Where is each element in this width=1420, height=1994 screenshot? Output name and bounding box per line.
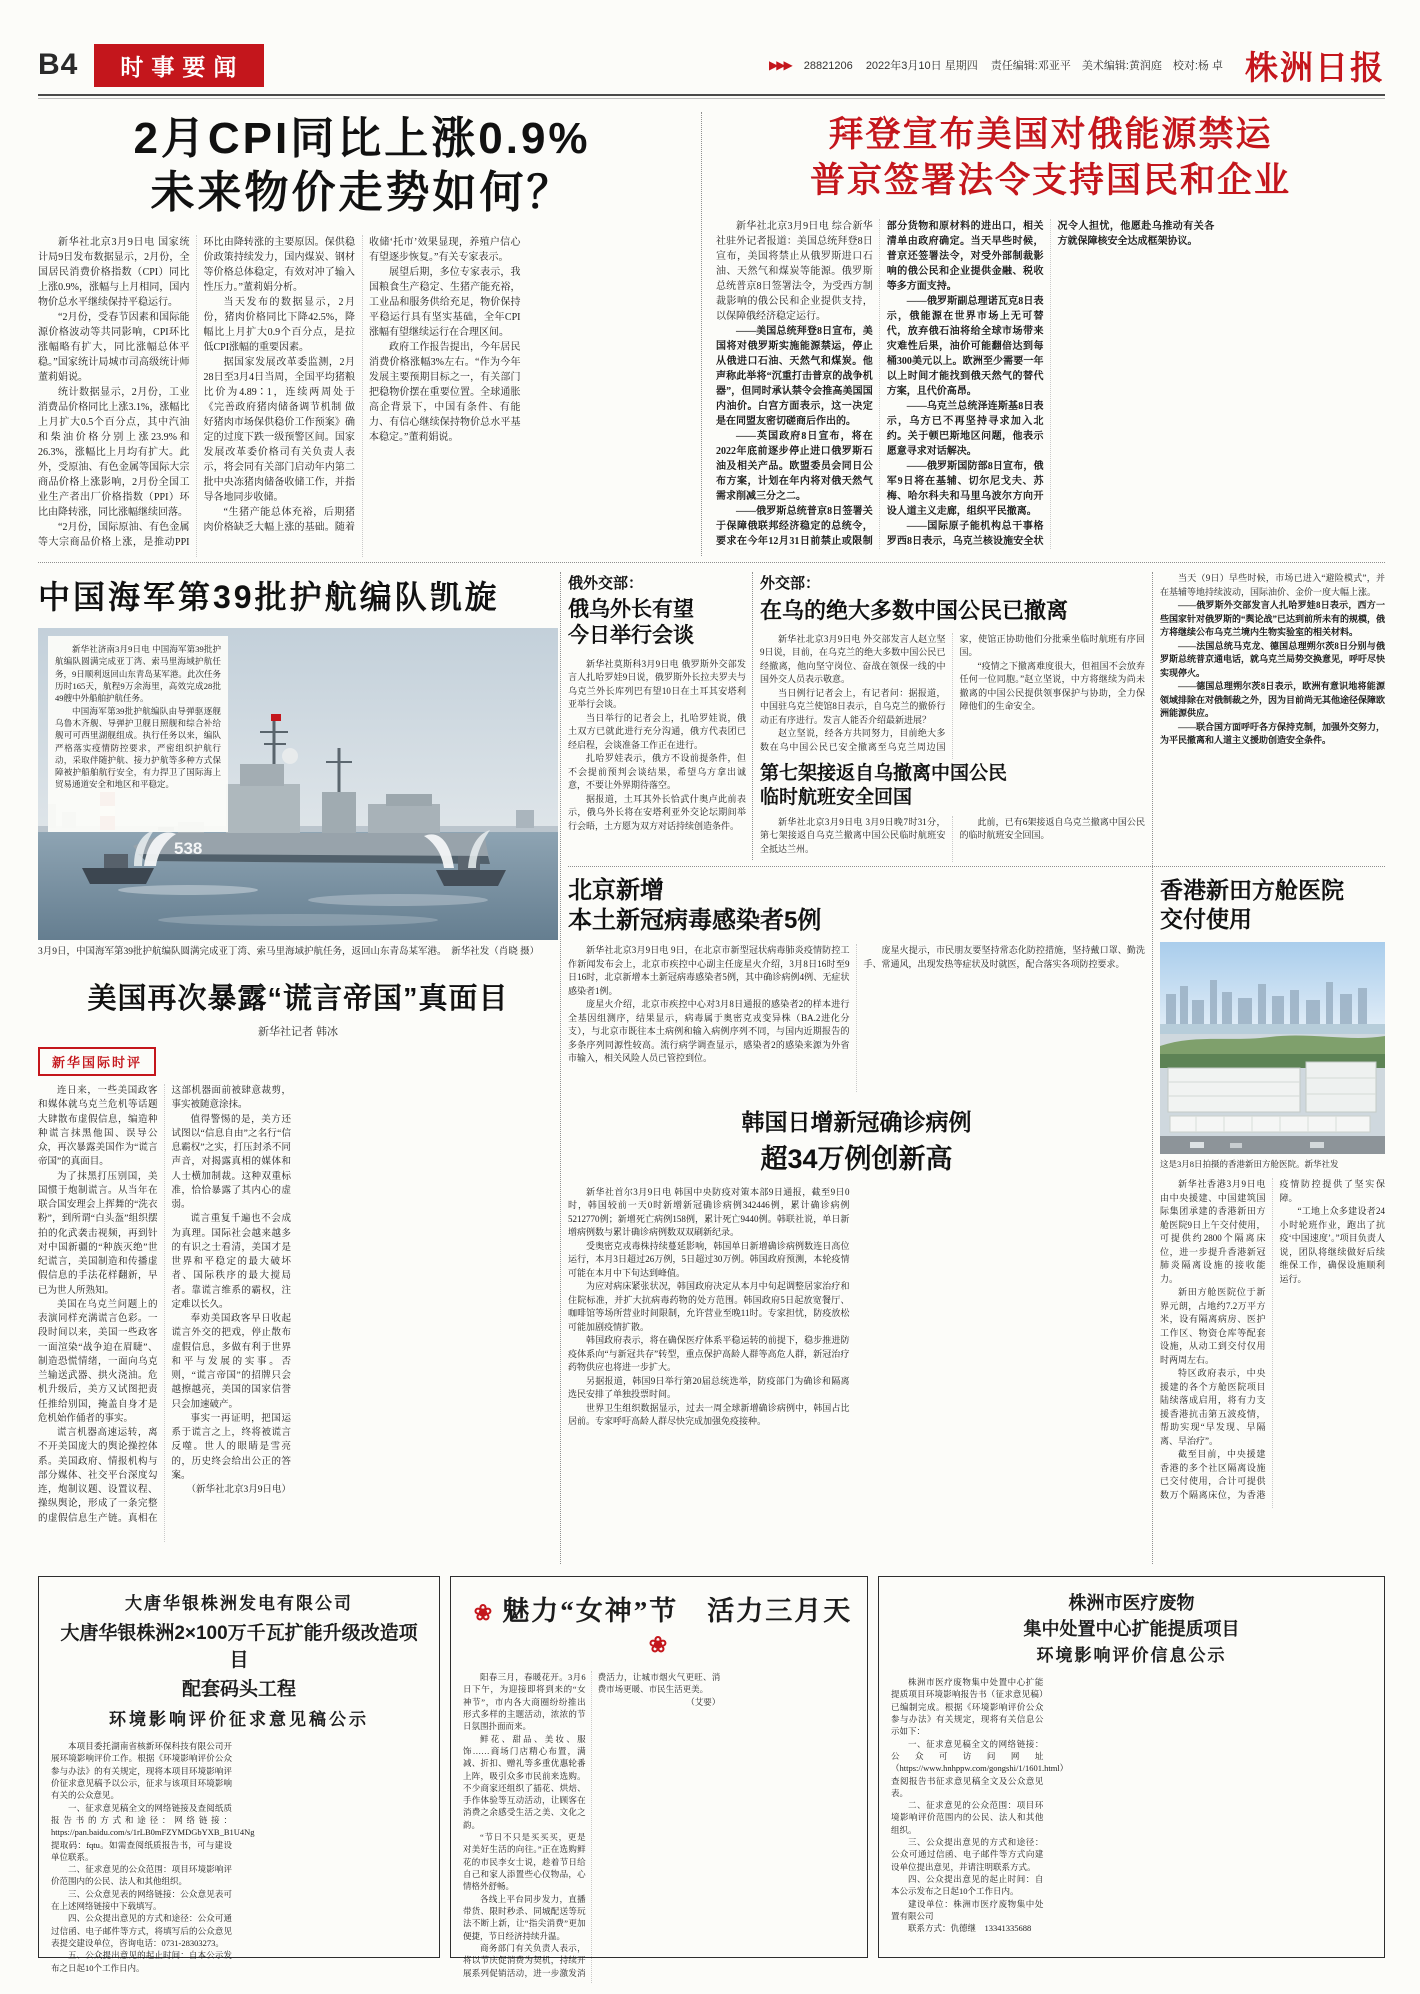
article-biden-continued [1160,572,1385,858]
biden-headline-2: 普京签署法令支持国民和企业 [809,160,1291,200]
flight-headline-2: 临时航班安全回国 [760,786,913,808]
cpi-body: 新华社北京3月9日电 国家统计局9日发布数据显示，2月份，全国居民消费价格指数（CPI）同比上涨0.9%，涨幅与上月相同，国内物价总水平继续保持平稳运行。 “2月份，受春节因素和国际能源价格波动等共同影响，CPI环比涨幅略有扩大，同比涨幅总体平稳。”国家统计局城市司高级统计师董莉娟说。 统计数据显示，2月份，工业消费品价格同比上涨3.1%，涨幅比上月扩大0.5个百分点，其中汽油和柴油价格分别上涨23.9%和26.3%，涨幅比上月均有扩大。此外，受原油、有色金属等国际大宗商品价格上涨影响，2月份全国工业生产者出厂价格指数（PPI）环比由降转涨，同比涨幅继续回落。 “2月份，国际原油、有色金属等大宗商品价格上涨，是推动PPI环比由降转涨的主要原因。保供稳价政策持续发力，国内煤炭、钢材等价格总体稳定，有效对冲了输入性压力。”董莉娟分析。 当天发布的数据显示，2月份，猪肉价格同比下降42.5%，降幅比上月扩大0.9个百分点，是拉低CPI涨幅的重要因素。 据国家发展改革委监测，2月28日至3月4日当周，全国平均猪粮比价为4.89∶1，连续两周处于《完善政府猪肉储备调节机制 做好猪肉市场保供稳价工作预案》确定的过度下跌一级预警区间。国家发展改革委价格司有关负责人表示，将会同有关部门启动年内第二批中央冻猪肉储备收储工作，并指导各地同步收储。 “生猪产能总体充裕，后期猪肉价格缺乏大幅上涨的基础。随着收储‘托市’效果显现，养殖户信心有望逐步恢复。”有关专家表示。 展望后期，多位专家表示，我国粮食生产稳定、生猪产能充裕，工业品和服务供给充足，物价保持平稳运行具有坚实基础，全年CPI涨幅有望继续运行在合理区间。 政府工作报告提出，今年居民消费价格涨幅3%左右。“作为今年发展主要预期目标之一，有关部门把稳物价摆在重要位置。全球通胀高企背景下，中国有条件、有能力、有信心继续保持物价总水平基本稳定。”董莉娟说。 [38,237,521,549]
goddess-title-text: 魅力“女神”节 活力三月天 [502,1596,853,1626]
navy-inset-text: 新华社济南3月9日电 中国海军第39批护航编队圆满完成亚丁湾、索马里海域护航任务，9日顺利返回山东青岛某军港。此次任务历时165天，航程9万余海里，高效完成28批49艘中外船舶护航任务。 中国海军第39批护航编队由导弹驱逐舰乌鲁木齐舰、导弹护卫舰日照舰和综合补给舰可可西里湖舰组成。执行任务以来，编队严格落实疫情防控要求，严密组织护航行动，采取伴随护航、接力护航等多种方式保障被护船舶航行安全，有力捍卫了国际海上贸易通道安全和地区和平稳定。 [48,636,228,832]
header-rule [38,94,1385,96]
article-lies [38,976,558,1542]
page-number: B4 [38,48,79,81]
lies-body: 连日来，一些美国政客和媒体就乌克兰危机等话题大肆散布虚假信息，编造种种谎言抹黑他国、误导公众，再次暴露美国作为“谎言帝国”的真面目。 为了抹黑打压别国，美国惯于炮制谎言。从当年在联合国安理会上挥舞的“洗衣粉”，到所谓“白头盔”组织摆拍的化武袭击视频，再到针对中国新疆的“种族灭绝”世纪谎言，美国制造和传播虚假信息的手法花样翻新，早已为世人所熟知。 美国在乌克兰问题上的表演同样充满谎言色彩。一段时间以来，美国一些政客一面渲染“战争迫在眉睫”、制造恐慌情绪，一面向乌克兰输送武器、拱火浇油。危机升级后，美方又试图把责任推给别国，掩盖自身才是危机始作俑者的事实。 谎言机器高速运转，离不开美国庞大的舆论操控体系。美国政府、情报机构与部分媒体、社交平台深度勾连，炮制议题、设置议程、操纵舆论，形成了一条完整的虚假信息生产链。真相在这部机器面前被肆意裁剪，事实被随意涂抹。 值得警惕的是，美方还试图以“信息自由”之名行“信息霸权”之实，打压封杀不同声音，对揭露真相的媒体和人士横加制裁。这种双重标准，恰恰暴露了其内心的虚弱。 谎言重复千遍也不会成为真理。国际社会越来越多的有识之士看清，美国才是世界和平稳定的最大破坏者、国际秩序的最大搅局者。靠谎言维系的霸权，注定难以长久。 奉劝美国政客早日收起谎言外交的把戏，停止散布虚假信息，多做有利于世界和平与发展的实事。否则，“谎言帝国”的招牌只会越擦越亮，美国的国家信誉只会加速破产。 事实一再证明，把国运系于谎言之上，终将被谎言反噬。世人的眼睛是雪亮的，历史终会给出公正的答案。 （新华社北京3月9日电） [38,1086,291,1524]
divider-mid-horizontal [38,562,1385,563]
navy-caption: 3月9日，中国海军第39批护航编队圆满完成亚丁湾、索马里海域护航任务，返回山东青岛某军港。 新华社发（肖晓 摄） [38,947,540,957]
biden-body: 新华社北京3月9日电 综合新华社驻外记者报道：美国总统拜登8日宣布，美国将禁止从俄罗斯进口石油、天然气和煤炭等能源。俄罗斯总统普京8日签署法令，为受西方制裁影响的俄公民和企业提供支持，以保障俄经济稳定运行。 ——美国总统拜登8日宣布，美国将对俄罗斯实施能源禁运，停止从俄进口石油、天然气和煤炭。他声称此举将“沉重打击普京的战争机器”，但同时承认禁令会推高美国国内油价。白宫方面表示，这一决定是在同盟友密切磋商后作出的。 ——英国政府8日宣布，将在2022年底前逐步停止进口俄罗斯石油及相关产品。欧盟委员会同日公布方案，计划在年内将对俄天然气需求削减三分之二。 ——俄罗斯总统普京8日签署关于保障俄联邦经济稳定的总统令，要求在今年12月31日前禁止或限制部分货物和原材料的进出口，相关清单由政府确定。当天早些时候，普京还签署法令，对受外部制裁影响的俄公民和企业提供金融、税收等多方面支持。 ——俄罗斯副总理诺瓦克8日表示，俄能源在世界市场上无可替代，放弃俄石油将给全球市场带来灾难性后果，油价可能翻倍达到每桶300美元以上。欧洲至少需要一年以上时间才能找到俄天然气的替代方案，且代价高昂。 ——乌克兰总统泽连斯基8日表示，乌方已不再坚持寻求加入北约。关于顿巴斯地区问题，他表示愿意寻求对话解决。 ——俄罗斯国防部8日宣布，俄军9日将在基辅、切尔尼戈夫、苏梅、哈尔科夫和马里乌波尔方向开设人道主义走廊，组织平民撤离。 ——国际原子能机构总干事格罗西8日表示，乌克兰核设施安全状况令人担忧，他愿赴乌推动有关各方就保障核安全达成框架协议。 [716,221,1215,547]
header-meta [759,57,1223,73]
beijing-body: 新华社北京3月9日电 9日，在北京市新型冠状病毒肺炎疫情防控工作新闻发布会上，北京市疾控中心副主任庞星火介绍，3月8日16时至9日16时，北京新增本土新冠病毒感染者5例，其中确诊病例4例、无症状感染者1例。 庞星火介绍，北京市疾控中心对3月8日通报的感染者2的样本进行全基因组测序，结果显示，病毒属于奥密克戎变异株（BA.2进化分支），与北京市既往本土病例和输入病例序列不同，与国内近期报告的多条序列同源性较高。流行病学调查显示，感染者2的感染来源为外省市输入，相关风险人员已管控到位。 庞星火提示，市民朋友要坚持常态化防控措施，坚持戴口罩、勤洗手、常通风，出现发热等症状及时就医，配合落实各项防控要求。 [568,945,1145,1063]
korea-body: 新华社首尔3月9日电 韩国中央防疫对策本部9日通报，截至9日0时，韩国较前一天0时新增新冠确诊病例342446例，累计确诊病例5212770例；新增死亡病例158例，累计死亡9440例。韩联社说，单日新增病例数与累计确诊病例数双双刷新纪录。 受奥密克戎毒株持续蔓延影响，韩国单日新增确诊病例数连日高位运行，本月3日超过26万例，5日超过30万例。韩国政府预测，本轮疫情可能在本月中下旬达到峰值。 为应对病床紧张状况，韩国政府决定从本月中旬起调整居家治疗和住院标准，并扩大抗病毒药物的处方范围。韩国政府5日起放宽餐厅、咖啡馆等场所营业时间限制，允许营业至晚11时。专家担忧，防疫放松可能加剧疫情扩散。 韩国政府表示，将在确保医疗体系平稳运转的前提下，稳步推进防疫体系向“与新冠共存”转型，重点保护高龄人群等高危人群，新冠治疗药物供应也将进一步扩大。 另据报道，韩国9日举行第20届总统选举，防疫部门为确诊和隔离选民安排了单独投票时间。 世界卫生组织数据显示，过去一周全球新增确诊病例中，韩国占比居前。专家呼吁高龄人群尽快完成加强免疫接种。 [568,1186,850,1427]
hk-headline-1: 香港新田方舱医院 [1160,877,1344,903]
article-biden [716,112,1385,549]
flower-icon-2: ❀ [648,1632,670,1657]
newspaper-masthead: 株洲日报 [1245,48,1385,86]
hospital-buildings [1168,1062,1376,1132]
ru-fm-kicker: 俄外交部： [568,575,644,592]
article-ru-fm [568,572,746,868]
hospital-illustration [1160,942,1385,1154]
notice-datang [38,1576,440,1973]
hk-photo [1160,942,1385,1154]
navy-headline: 中国海军第39批护航编队凯旋 [38,579,500,615]
lies-byline: 新华社记者 韩冰 [257,1026,339,1038]
medical-title-2: 集中处置中心扩能提质项目 [1023,1619,1240,1639]
beijing-headline-1: 北京新增 [568,877,664,904]
lies-headline: 美国再次暴露“谎言帝国”真面目 [87,983,509,1015]
datang-title-2: 配套码头工程 [181,1679,296,1700]
lies-badge-row [38,1047,558,1076]
hull-number: 538 [174,839,203,858]
article-flight [760,762,1145,862]
beijing-headline-2: 本土新冠病毒感染者5例 [568,907,822,934]
notice-goddess [450,1576,868,1978]
medical-body: 株洲市医疗废物集中处置中心扩能提质项目环境影响报告书（征求意见稿）已编制完成。根据《环境影响评价公众参与办法》有关规定，现将有关信息公示如下： 一、征求意见稿全文的网络链接：公众可访问网址（https://www.hnhppw.com/gongshi/1/1601.html）查阅报告书征求意见稿全文及公众意见表。 二、征求意见的公众范围：项目环境影响评价范围内的公民、法人和其他组织。 三、公众提出意见的方式和途径：公众可通过信函、电子邮件等方式向建设单位提出意见，并请注明联系方式。 四、公众提出意见的起止时间：自本公示发布之日起10个工作日内。 建设单位：株洲市医疗废物集中处置有限公司 联系方式：仇德继 13341335688 [891,1677,1069,1934]
article-beijing [568,876,1145,1092]
mfa-kicker: 外交部： [760,575,821,592]
ru-fm-body: 新华社莫斯科3月9日电 俄罗斯外交部发言人扎哈罗娃9日说，俄罗斯外长拉夫罗夫与乌克兰外长库列巴有望10日在土耳其安塔利亚举行会谈。 当日举行的记者会上，扎哈罗娃说，俄土双方已就此进行充分沟通，俄方代表团已经启程，会谈准备工作正在进行。 扎哈罗娃表示，俄方不设前提条件，但不会提前预判会谈结果，希望乌方拿出诚意，不要让外界期待落空。 据报道，土耳其外长恰武什奥卢此前表示，俄乌外长将在安塔利亚外交论坛期间举行会晤，土方愿为双方对话持续创造条件。 [568,658,746,831]
article-mfa [760,572,1145,759]
datang-company: 大唐华银株洲发电有限公司 [125,1594,353,1613]
header-rule-2 [38,98,1385,99]
divider-rufm [752,572,753,860]
divider-left-vertical [560,572,561,1564]
article-hk [1160,876,1385,1508]
issue-number: 28821206 [803,60,853,72]
page-header [38,42,1385,88]
article-cpi [38,112,686,557]
biden-cont-body: 当天（9日）早些时候，市场已进入“避险模式”，并在基辅等地持续波动，国际油价、金价一度大幅上涨。 ——俄罗斯外交部发言人扎哈罗娃8日表示，西方一些国家针对俄罗斯的“舆论战”已达到前所未有的规模，俄方将继续公布乌克兰境内生物实验室的相关材料。 ——法国总统马克龙、德国总理朔尔茨8日分别与俄罗斯总统普京通电话，就乌克兰局势交换意见，呼吁尽快实现停火。 ——德国总理朔尔茨8日表示，欧洲有意识地将能源领域排除在对俄制裁之外，因为目前尚无其他途径保障欧洲能源供应。 ——联合国方面呼吁各方保持克制，加强外交努力，为平民撤离和人道主义援助创造安全条件。 [1160,573,1386,745]
goddess-title [463,1589,855,1659]
ru-fm-headline-2: 今日举行会谈 [568,624,694,648]
flower-icon: ❀ [473,1600,495,1625]
editors-line: 责任编辑:邓亚平 美术编辑:黄润庭 校对:杨 卓 [990,60,1223,72]
mfa-body: 新华社北京3月9日电 外交部发言人赵立坚9日说，目前，在乌克兰的绝大多数中国公民已经撤离，他向坚守岗位、奋战在领保一线的中国外交人员表示敬意。 当日例行记者会上，有记者问：据报道，中国驻乌克兰使馆8日表示，自乌克兰的撤侨行动正有序进行。发言人能否介绍最新进展？ 赵立坚说，经各方共同努力，目前绝大多数在乌中国公民已安全撤离至乌克兰周边国家，使馆正协助他们分批乘坐临时航班有序回国。 “疫情之下撤离难度很大，但祖国不会放弃任何一位同胞。”赵立坚说，中方将继续为尚未撤离的中国公民提供领事保护与协助，全力保障他们的生命安全。 [760,633,1145,752]
korea-headline-2: 超34万例创新高 [760,1143,953,1174]
mfa-headline: 在乌的绝大多数中国公民已撤离 [760,598,1069,623]
korea-headline-1: 韩国日增新冠确诊病例 [741,1109,972,1135]
divider-top-vertical [701,112,702,556]
publication-date: 2022年3月10日 星期四 [865,60,978,72]
cpi-headline-2: 未来物价走势如何？ [150,167,574,217]
flight-body: 新华社北京3月9日电 3月9日晚7时31分，第七架接返自乌克兰撤离中国公民临时航班安全抵达兰州。 此前，已有6架接返自乌克兰撤离中国公民的临时航班安全回国。 [760,816,1145,854]
flight-headline-1: 第七架接返自乌撤离中国公民 [760,763,1008,784]
goddess-body: 阳春三月，春暖花开。3月6日下午，为迎接即将到来的“女神节”，市内各大商圈纷纷推出形式多样的主题活动，浓浓的节日氛围扑面而来。 鲜花、甜品、美妆、服饰……商场门店精心布置，满减、折扣、赠礼等多重优惠轮番上阵，吸引众多市民前来选购。不少商家还组织了插花、烘焙、手作体验等互动活动，让顾客在消费之余感受生活之美、文化之韵。 “节日不只是买买买，更是对美好生活的向往。”正在选购鲜花的市民李女士说，趁着节日给自己和家人添置些心仪物品，心情格外舒畅。 各线上平台同步发力，直播带货、限时秒杀、同城配送等玩法不断上新，让“指尖消费”更加便捷，节日经济持续升温。 商务部门有关负责人表示，将以节庆促消费为契机，持续开展系列促销活动，进一步激发消费活力，让城市烟火气更旺、消费市场更暖、市民生活更美。 （艾要） [463,1672,721,1978]
commentary-badge: 新华国际时评 [38,1047,156,1076]
hk-caption: 这是3月8日拍摄的香港新田方舱医院。新华社发 [1160,1158,1339,1169]
notice-medical [878,1576,1385,1958]
article-navy [38,572,558,959]
divider-right-vertical [1152,572,1153,1564]
hk-body: 新华社香港3月9日电 由中央援建、中国建筑国际集团承建的香港新田方舱医院9日上午交付使用，可提供约2800个隔离床位，进一步提升香港新冠肺炎隔离设施的接收能力。 新田方舱医院位于新界元朗，占地约7.2万平方米，设有隔离病房、医护工作区、物资仓库等配套设施，从动工到交付仅用时两周左右。 特区政府表示，中央援建的各个方舱医院项目陆续落成启用，将有力支援香港抗击第五波疫情，帮助实现“早发现、早隔离、早治疗”。 截至目前，中央援建香港的多个社区隔离设施已交付使用，合计可提供数万个隔离床位，为香港疫情防控提供了坚实保障。 “工地上众多建设者24小时轮班作业，跑出了抗疫‘中国速度’。”项目负责人说，团队将继续做好后续维保工作，确保设施顺利运行。 [1160,1179,1385,1500]
navy-photo [38,628,558,940]
divider-mid2-horizontal [568,866,1385,867]
article-korea [568,1108,1145,1526]
section-banner: 时事要闻 [94,44,264,87]
biden-headline-1: 拜登宣布美国对俄能源禁运 [828,115,1273,154]
datang-title-1: 大唐华银株洲2×100万千瓦扩能升级改造项目 [60,1623,418,1671]
datang-title-3: 环境影响评价征求意见稿公示 [109,1710,369,1729]
cpi-headline-1: 2月CPI同比上涨0.9% [133,114,591,163]
arrows-icon: ▶▶▶ [769,58,791,72]
hk-headline-2: 交付使用 [1160,905,1252,932]
medical-title-1: 株洲市医疗废物 [1068,1593,1195,1613]
ru-fm-headline-1: 俄乌外长有望 [568,598,694,621]
datang-body: 本项目委托湖南省核新环保科技有限公司开展环境影响评价工作。根据《环境影响评价公众参与办法》的有关规定，现将本项目环境影响评价征求意见稿予以公示，征求与该项目环境影响有关的公众意见。 一、征求意见稿全文的网络链接及查阅纸质报告书的方式和途径：网络链接：https://pan.baidu.com/s/1rLB0mFZYMDGbYXB_B1U4Ng 提取码：fqtu。如需查阅纸质报告书，可与建设单位联系。 二、征求意见的公众范围：项目环境影响评价范围内的公民、法人和其他组织。 三、公众意见表的网络链接：公众意见表可在上述网络链接中下载填写。 四、公众提出意见的方式和途径：公众可通过信函、电子邮件等方式，将填写后的公众意见表提交建设单位，咨询电话：0731-28303273。 五、公众提出意见的起止时间：自本公示发布之日起10个工作日内。 [51,1741,255,1973]
medical-title-3: 环境影响评价信息公示 [1036,1646,1227,1665]
